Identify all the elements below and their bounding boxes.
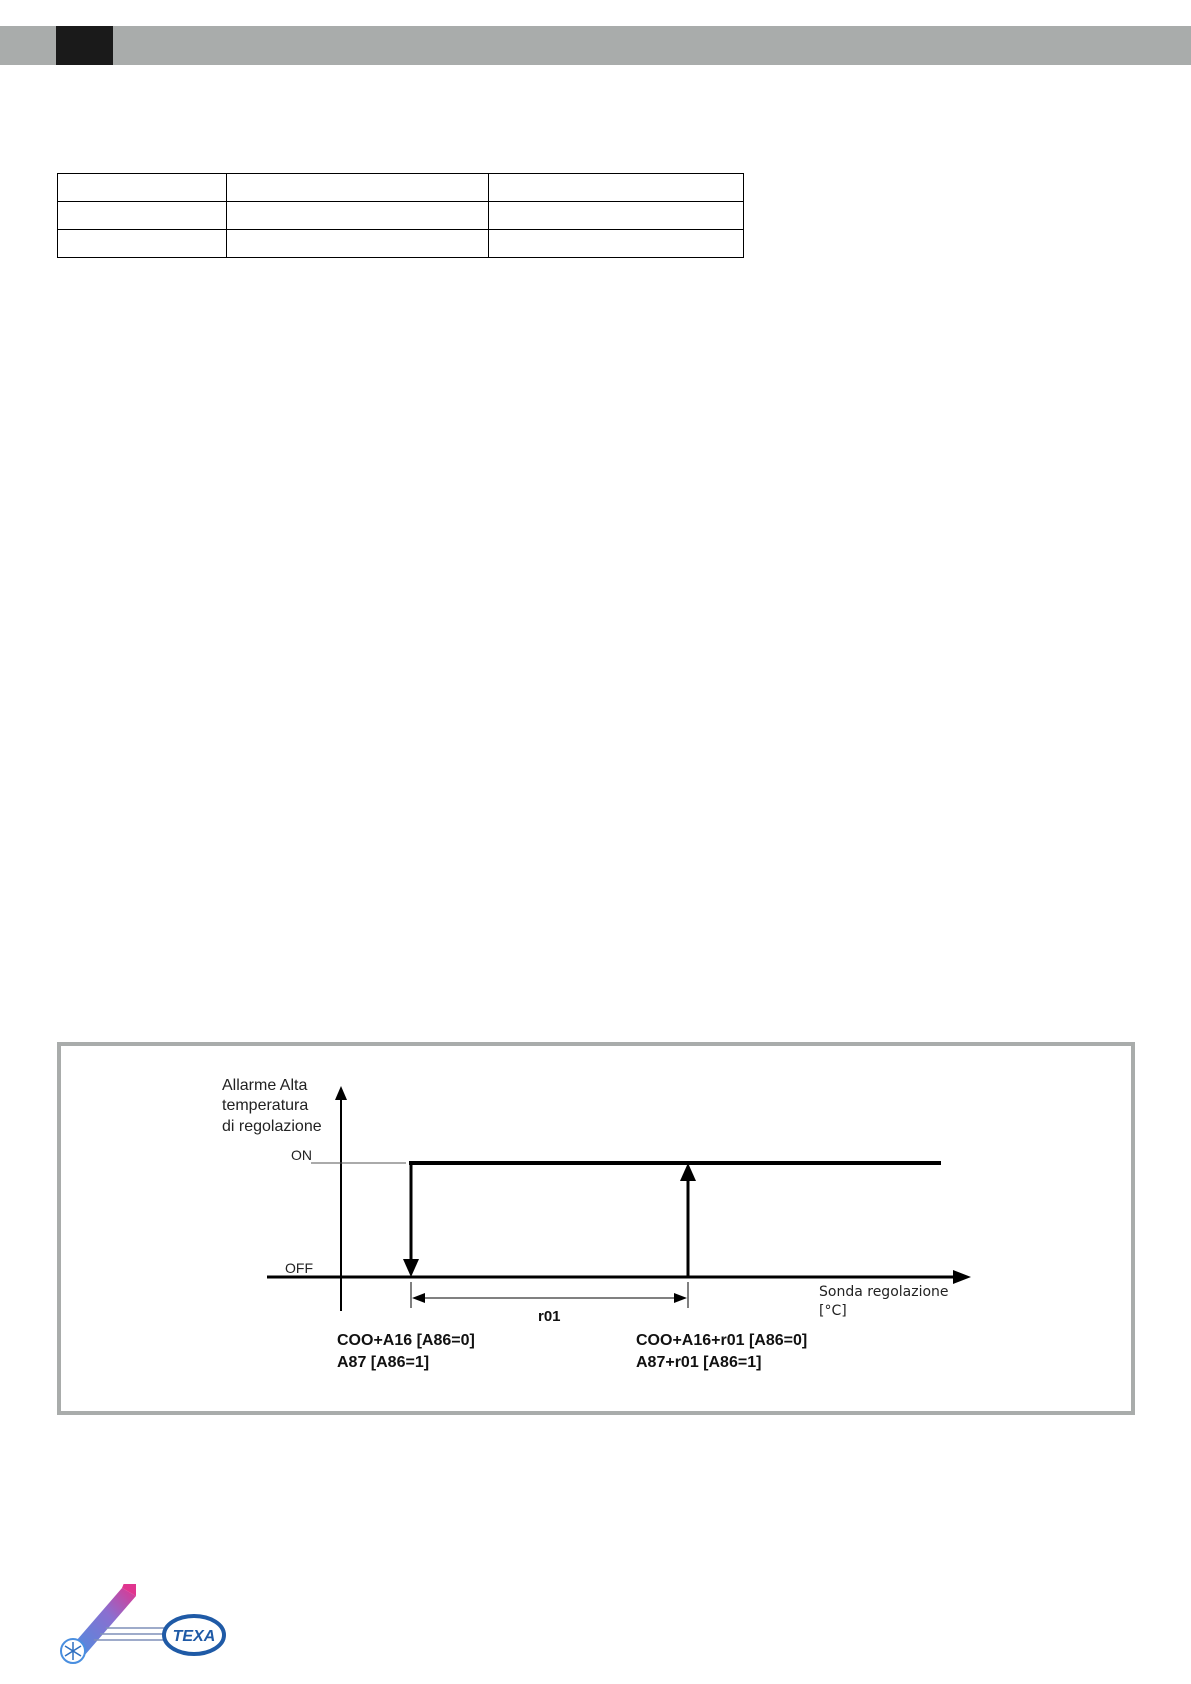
hysteresis-label: r01 [538,1308,561,1325]
down-arrow-icon [403,1259,419,1277]
left-threshold-line-1: COO+A16 [A86=0] [337,1332,475,1349]
alarm-hysteresis-diagram [61,1046,1131,1411]
table-cell [58,174,227,202]
table-cell [489,174,744,202]
y-axis-label-line-1: Allarme Alta [222,1077,308,1094]
table-cell [58,202,227,230]
header-chapter-tab [56,26,113,65]
table-cell [227,230,489,258]
table-row [58,202,744,230]
y-axis-arrow-icon [335,1086,347,1100]
left-threshold-line-2: A87 [A86=1] [337,1354,430,1371]
on-label: ON [291,1147,312,1163]
table-cell [489,202,744,230]
table-cell [227,202,489,230]
texa-logo [56,1584,231,1669]
parameter-table [57,173,744,258]
header-bar [0,26,1191,65]
x-axis-arrow-icon [953,1270,971,1284]
alarm-diagram-frame [57,1042,1135,1415]
x-axis-label-line-2: [°C] [819,1303,847,1319]
dimension-arrow-right-icon [674,1293,687,1303]
right-threshold-line-1: COO+A16+r01 [A86=0] [636,1332,808,1349]
off-label: OFF [285,1260,313,1276]
up-arrow-icon [680,1163,696,1181]
logo-text: TEXA [172,1628,216,1645]
table-cell [58,230,227,258]
table-row [58,174,744,202]
dimension-arrow-left-icon [412,1293,425,1303]
right-threshold-line-2: A87+r01 [A86=1] [636,1354,762,1371]
table-cell [489,230,744,258]
y-axis-label-line-3: di regolazione [222,1118,322,1135]
x-axis-label-line-1: Sonda regolazione [819,1284,949,1300]
table-row [58,230,744,258]
y-axis-label-line-2: temperatura [222,1097,309,1114]
table-cell [227,174,489,202]
